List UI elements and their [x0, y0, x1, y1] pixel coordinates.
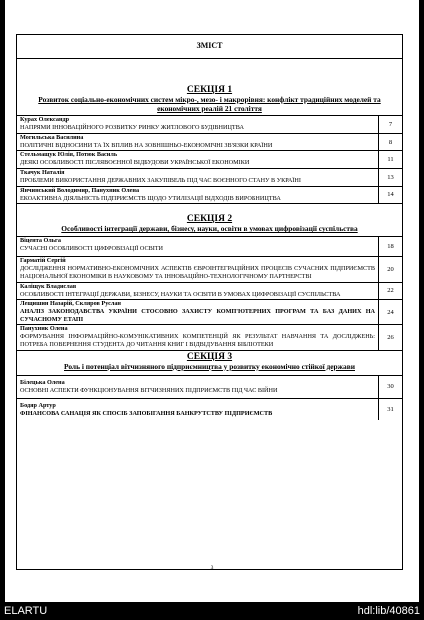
entry-title: ДОСЛІДЖЕННЯ НОРМАТИВНО-ЕКОНОМІЧНИХ АСПЕКТІВ ЄВРОІНТЕГРАЦІЙНИХ ПРОЦЕСІВ СУЧАСНИХ ПІДПРИЄМСТВ НАЦІОНАЛЬНОЇ ЕКОНОМІКИ В НАУКОВОМУ ТА ІННОВАЦІЙНО-ТЕХНОЛОГІЧНОМУ ПАРТНЕРСТВІ	[20, 265, 375, 280]
entry-authors: Білецька Олена	[20, 379, 65, 387]
entry-title: ОСОБЛИВОСТІ ІНТЕГРАЦІЇ ДЕРЖАВИ, БІЗНЕСУ, НАУКИ ТА ОСВІТИ В УМОВАХ ЦИФРОВІЗАЦІЇ СУСПІЛЬСТВА	[20, 290, 341, 298]
entry-authors: Курах Олександр	[20, 116, 70, 124]
entry-page-number: 20	[387, 265, 394, 273]
entry-title: ОСНОВНІ АСПЕКТИ ФУНКЦІОНУВАННЯ ВІТЧИЗНЯНИХ ПІДПРИЄМСТВ ПІД ЧАС ВІЙНИ	[20, 387, 278, 395]
toc-entry[interactable]	[17, 299, 402, 324]
entry-page-number: 18	[387, 243, 394, 251]
toc-entry[interactable]	[17, 282, 402, 300]
section-title: Особливості інтеграції держави, бізнесу, науки, освіти в умовах цифровізації суспільства	[61, 224, 358, 234]
toc-entry[interactable]	[17, 324, 402, 349]
section-title: Роль і потенціал вітчизняного підприємництва у розвитку економічно стійкої держави	[64, 361, 355, 371]
section-3	[17, 350, 402, 421]
section-title: Розвиток соціально-економічних систем мікро-, мезо- і макрорівня: конфлікт традиційних моделей та економічних реалій 21 століття	[38, 95, 381, 113]
document-page	[5, 0, 419, 602]
table-of-contents	[16, 34, 403, 570]
toc-entry[interactable]	[17, 133, 402, 151]
repository-name: ELARTU	[4, 605, 48, 617]
page-number: 3	[210, 565, 214, 571]
entry-page-number: 13	[387, 173, 394, 181]
entry-page-number: 22	[387, 287, 394, 295]
section-label: СЕКЦІЯ 2	[186, 214, 233, 225]
toc-entry[interactable]	[17, 375, 402, 398]
entry-title: АНАЛІЗ ЗАКОНОДАВСТВА УКРАЇНИ СТОСОВНО ЗАХИСТУ КОМП'ЮТЕРНИХ ПРОГРАМ ТА БАЗ ДАНИХ НА СУЧАСНОМУ ЕТАПІ	[20, 308, 375, 323]
section-label: СЕКЦІЯ 1	[186, 85, 233, 95]
entry-page-number: 30	[387, 383, 394, 391]
toc-entry[interactable]	[17, 186, 402, 204]
entry-page-number: 8	[388, 138, 393, 146]
section-1	[17, 58, 402, 203]
entry-authors: Янчинський Володимир, Панухник Олена	[20, 186, 140, 194]
entry-title: НАПРЯМИ ІННОВАЦІЙНОГО РОЗВИТКУ РИНКУ ЖИТЛОВОГО БУДІВНИЦТВА	[20, 124, 244, 132]
entry-page-number: 14	[387, 191, 394, 199]
toc-entry[interactable]	[17, 168, 402, 186]
entry-authors: Гарматій Сергій	[20, 257, 66, 265]
handle-identifier: hdl:lib/40861	[357, 605, 420, 617]
entry-authors: Каліщук Владислав	[20, 282, 77, 290]
viewer-footer-bar	[0, 602, 424, 620]
toc-entry[interactable]	[17, 115, 402, 133]
toc-entry[interactable]	[17, 398, 402, 421]
entry-authors: Віцента Ольга	[20, 236, 61, 244]
entry-title: ДЕЯКІ ОСОБЛИВОСТІ ПІСЛЯВОЄННОЇ ВІДБУДОВИ УКРАЇНСЬКОЇ ЕКОНОМІКИ	[20, 159, 250, 167]
entry-authors: Могильська Василина	[20, 133, 84, 141]
entry-authors: Лещишин Назарій, Скляров Руслан	[20, 300, 121, 308]
section-label: СЕКЦІЯ 3	[186, 351, 233, 362]
entry-page-number: 24	[387, 308, 394, 316]
entry-page-number: 31	[387, 405, 394, 413]
entry-authors: Стельмащук Юлія, Потюк Василь	[20, 151, 118, 159]
entry-title: СУЧАСНІ ОСОБЛИВОСТІ ЦИФРОВІЗАЦІЇ ОСВІТИ	[20, 244, 164, 252]
entry-page-number: 26	[387, 333, 394, 341]
entry-title: ФОРМУВАННЯ ІНФОРМАЦІЙНО-КОМУНІКАТИВНИХ КОМПЕТЕНЦІЙ ЯК РЕЗУЛЬТАТ НАВЧАННЯ ТА ДОСЛІДЖЕНЬ: ПОТРЕБА ПОВЕРНЕННЯ СТУДЕНТА ДО ЧИТАННЯ КНИГ І ВІДВІДУВАННЯ БІБЛІОТЕКИ	[20, 333, 375, 348]
entry-title: ПРОБЛЕМИ ВИКОРИСТАННЯ ДЕРЖАВНИХ ЗАКУПІВЕЛЬ ПІД ЧАС ВОЄННОГО СТАНУ В УКРАЇНІ	[20, 176, 301, 184]
toc-entry[interactable]	[17, 150, 402, 168]
entry-title: ЕКОАКТИВНА ДІЯЛЬНІСТЬ ПІДПРИЄМСТВ ЩОДО УТИЛІЗАЦІЇ ВІДХОДІВ ВИРОБНИЦТВА	[20, 194, 281, 202]
entry-page-number: 11	[387, 156, 394, 164]
toc-title: ЗМІСТ	[196, 41, 223, 50]
entry-page-number: 7	[388, 120, 393, 128]
entry-authors: Панухник Олена	[20, 325, 68, 333]
section-2	[17, 203, 402, 349]
toc-entry[interactable]	[17, 256, 402, 281]
toc-entry[interactable]	[17, 236, 402, 257]
entry-title: ФІНАНСОВА САНАЦІЯ ЯК СПОСІБ ЗАПОБІГАННЯ БАНКРУТСТВУ ПІДПРИЄМСТВ	[20, 409, 273, 417]
entry-authors: Ткачук Наталія	[20, 168, 65, 176]
entry-title: ПОЛІТИЧНІ ВІДНОСИНИ ТА ЇХ ВПЛИВ НА ЗОВНІШНЬО-ЕКОНОМІЧНІ ЗВ'ЯЗКИ КРАЇНИ	[20, 141, 273, 149]
entry-authors: Бодяр Артур	[20, 401, 56, 409]
